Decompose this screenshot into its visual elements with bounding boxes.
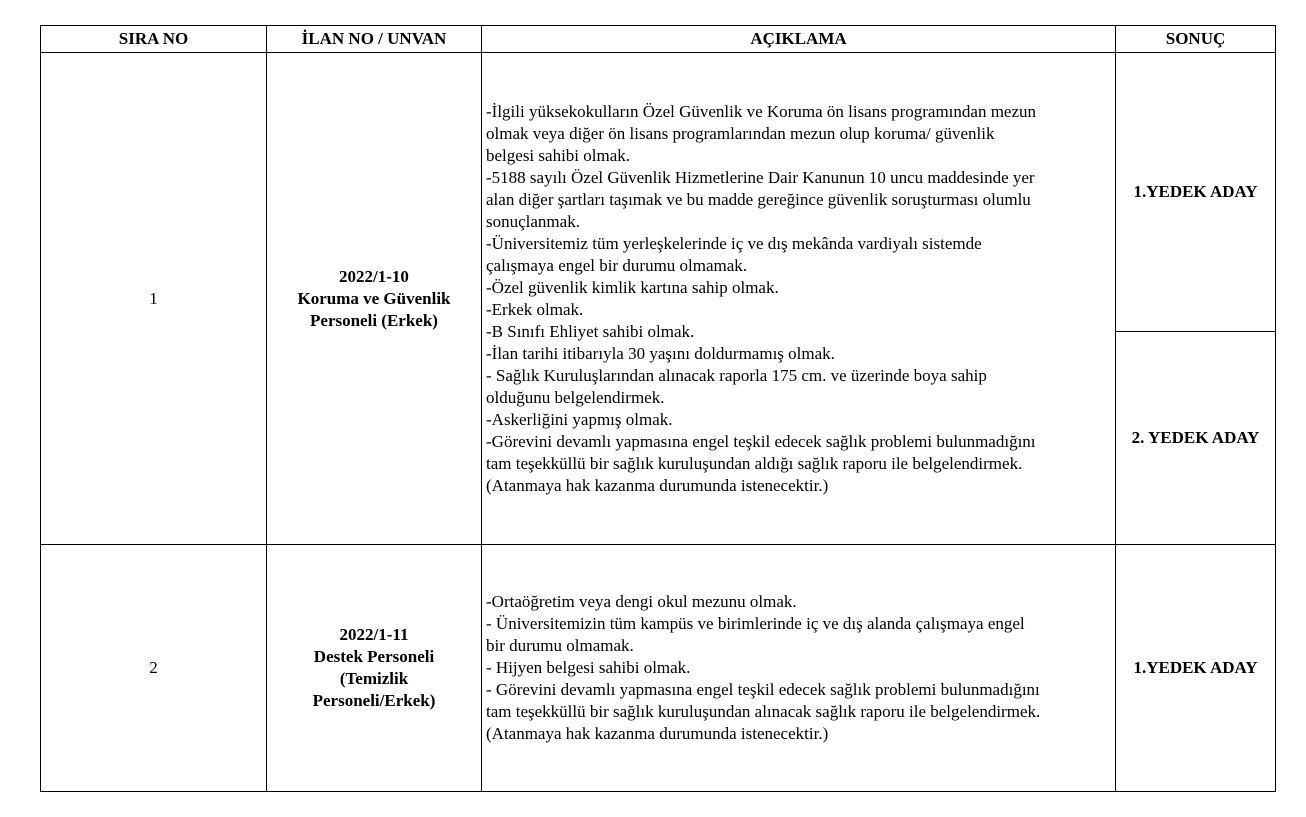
description-line: - Sağlık Kuruluşlarından alınacak raporla 175 cm. ve üzerinde boya sahip <box>486 365 987 385</box>
unvan-line: Personeli (Erkek) <box>310 310 438 330</box>
description-line: - Üniversitemizin tüm kampüs ve birimlerinde iç ve dış alanda çalışmaya engel <box>486 614 1025 633</box>
description-line: - Hijyen belgesi sahibi olmak. <box>486 658 691 677</box>
results-table <box>40 25 1276 792</box>
ilan-cell <box>267 545 482 792</box>
description-line: -Erkek olmak. <box>486 299 584 319</box>
description-line: -Görevini devamlı yapmasına engel teşkil edecek sağlık problemi bulunmadığını <box>486 431 1036 451</box>
description-cell <box>482 53 1116 545</box>
description-line: -İlan tarihi itibarıyla 30 yaşını doldurmamış olmak. <box>486 343 835 363</box>
row-number: 1 <box>41 53 267 545</box>
description-line: -İlgili yüksekokulların Özel Güvenlik ve Koruma ön lisans programından mezun <box>486 101 1037 121</box>
description-line: tam teşekküllü bir sağlık kuruluşundan alınacak sağlık raporu ile belgelendirmek. <box>486 702 1041 721</box>
description-line: sonuçlanmak. <box>486 211 580 231</box>
ilan-number: 2022/1-11 <box>339 625 409 644</box>
header-ilan-no: İLAN NO / UNVAN <box>267 26 482 53</box>
unvan-line: Personeli/Erkek) <box>312 691 436 710</box>
unvan-line: Destek Personeli <box>313 647 435 666</box>
header-sonuc: SONUÇ <box>1116 26 1276 53</box>
description-line: (Atanmaya hak kazanma durumunda istenecektir.) <box>486 475 829 495</box>
result-cell: 1.YEDEK ADAY <box>1116 545 1276 792</box>
description-line: olmak veya diğer ön lisans programlarından mezun olup koruma/ güvenlik <box>486 123 995 143</box>
description-line: - Görevini devamlı yapmasına engel teşkil edecek sağlık problemi bulunmadığını <box>486 680 1040 699</box>
result-cell: 1.YEDEK ADAY <box>1116 53 1276 332</box>
description-line: -Özel güvenlik kimlik kartına sahip olmak. <box>486 277 779 297</box>
description-cell <box>482 545 1116 792</box>
description-line: çalışmaya engel bir durumu olmamak. <box>486 255 748 275</box>
header-sira-no: SIRA NO <box>41 26 267 53</box>
description-line: -B Sınıfı Ehliyet sahibi olmak. <box>486 321 695 341</box>
description-line: -Askerliğini yapmış olmak. <box>486 409 673 429</box>
result-cell: 2. YEDEK ADAY <box>1116 332 1276 545</box>
description-line: olduğunu belgelendirmek. <box>486 387 665 407</box>
table-row <box>41 545 1276 792</box>
description-line: -Ortaöğretim veya dengi okul mezunu olmak. <box>486 592 797 611</box>
description-line: bir durumu olmamak. <box>486 636 634 655</box>
description-line: -5188 sayılı Özel Güvenlik Hizmetlerine Dair Kanunun 10 uncu maddesinde yer <box>486 167 1035 187</box>
ilan-cell <box>267 53 482 545</box>
table-row <box>41 53 1276 332</box>
unvan-line: Koruma ve Güvenlik <box>297 288 451 308</box>
row-number: 2 <box>41 545 267 792</box>
ilan-number: 2022/1-10 <box>339 266 409 286</box>
description-line: -Üniversitemiz tüm yerleşkelerinde iç ve dış mekânda vardiyalı sistemde <box>486 233 982 253</box>
unvan-line: (Temizlik <box>339 669 409 688</box>
header-aciklama: AÇIKLAMA <box>482 26 1116 53</box>
header-row <box>41 26 1276 53</box>
description-line: belgesi sahibi olmak. <box>486 145 631 165</box>
description-line: alan diğer şartları taşımak ve bu madde gereğince güvenlik soruşturması olumlu <box>486 189 1031 209</box>
description-line: (Atanmaya hak kazanma durumunda istenecektir.) <box>486 724 829 743</box>
description-line: tam teşekküllü bir sağlık kuruluşundan aldığı sağlık raporu ile belgelendirmek. <box>486 453 1023 473</box>
